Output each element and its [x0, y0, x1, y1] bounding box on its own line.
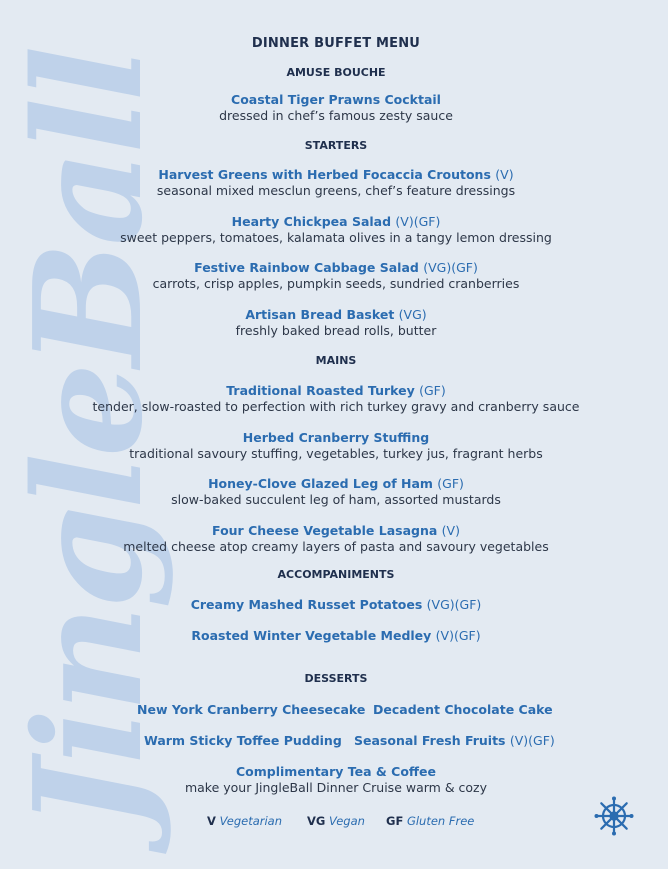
menu-item	[0, 92, 668, 124]
diet-tag: (VG)(GF)	[423, 260, 478, 275]
diet-tag: (V)(GF)	[509, 733, 555, 748]
item-desc: make your JingleBall Dinner Cruise warm & cozy	[184, 780, 488, 795]
item-name: Coastal Tiger Prawns Cocktail	[231, 92, 441, 107]
item-name: Herbed Cranberry Stuffing	[242, 430, 430, 445]
diet-tag: (GF)	[419, 383, 446, 398]
item-desc: seasonal mixed mesclun greens, chef’s feature dressings	[156, 183, 516, 198]
item-name: Traditional Roasted Turkey (GF)	[226, 383, 446, 398]
item-name: Harvest Greens with Herbed Focaccia Croutons (V)	[158, 167, 514, 182]
item-desc: traditional savoury stuffing, vegetables, turkey jus, fragrant herbs	[129, 446, 543, 461]
item-name: Four Cheese Vegetable Lasagna (V)	[212, 523, 460, 538]
dessert-item: Seasonal Fresh Fruits (V)(GF)	[354, 733, 555, 748]
item-name: Honey-Clove Glazed Leg of Ham (GF)	[208, 476, 464, 491]
item-name: Artisan Bread Basket (VG)	[245, 307, 427, 322]
diet-tag: (GF)	[437, 476, 464, 491]
item-desc: tender, slow-roasted to perfection with rich turkey gravy and cranberry sauce	[92, 399, 580, 414]
section-heading-desserts: DESSERTS	[304, 672, 368, 685]
diet-tag: (V)	[495, 167, 514, 182]
page-title: DINNER BUFFET MENU	[251, 36, 421, 51]
item-name: Complimentary Tea & Coffee	[235, 764, 436, 779]
item-desc: sweet peppers, tomatoes, kalamata olives in a tangy lemon dressing	[120, 230, 552, 245]
item-name: Creamy Mashed Russet Potatoes (VG)(GF)	[190, 597, 482, 612]
dessert-item: Warm Sticky Toffee Pudding	[144, 733, 342, 748]
menu-item	[0, 764, 668, 796]
section-heading-starters: STARTERS	[304, 139, 368, 152]
legend-vegan: VG Vegan	[307, 814, 365, 828]
legend-vegetarian: V Vegetarian	[207, 814, 283, 828]
item-desc: carrots, crisp apples, pumpkin seeds, sundried cranberries	[152, 276, 520, 291]
item-desc: dressed in chef’s famous zesty sauce	[219, 108, 453, 123]
section-heading-accompaniments: ACCOMPANIMENTS	[277, 568, 395, 581]
menu-item	[0, 597, 668, 613]
section-heading-amuse: AMUSE BOUCHE	[286, 66, 386, 79]
item-name: Roasted Winter Vegetable Medley (V)(GF)	[191, 628, 481, 643]
diet-tag: (V)	[441, 523, 460, 538]
dessert-item: Decadent Chocolate Cake	[373, 702, 553, 717]
menu-item	[0, 307, 668, 339]
menu-item	[0, 214, 668, 246]
menu-item	[0, 523, 668, 555]
item-desc: slow-baked succulent leg of ham, assorted mustards	[171, 492, 501, 507]
menu-item	[0, 260, 668, 292]
diet-tag: (VG)	[398, 307, 427, 322]
legend-gluten-free: GF Gluten Free	[386, 814, 475, 828]
ship-wheel-icon	[594, 796, 634, 836]
watermark-script: JingleBall	[1, 49, 175, 831]
menu-item	[0, 476, 668, 508]
menu-item	[0, 383, 668, 415]
item-desc: melted cheese atop creamy layers of pasta and savoury vegetables	[123, 539, 549, 554]
diet-tag: (V)(GF)	[435, 628, 481, 643]
item-name: Festive Rainbow Cabbage Salad (VG)(GF)	[194, 260, 478, 275]
diet-tag: (VG)(GF)	[426, 597, 482, 612]
dessert-item: New York Cranberry Cheesecake	[137, 702, 366, 717]
menu-item	[0, 167, 668, 199]
item-desc: freshly baked bread rolls, butter	[235, 323, 437, 338]
menu-item	[0, 430, 668, 462]
section-heading-mains: MAINS	[315, 354, 357, 367]
item-name: Hearty Chickpea Salad (V)(GF)	[231, 214, 441, 229]
menu-item	[0, 628, 668, 644]
diet-tag: (V)(GF)	[395, 214, 441, 229]
